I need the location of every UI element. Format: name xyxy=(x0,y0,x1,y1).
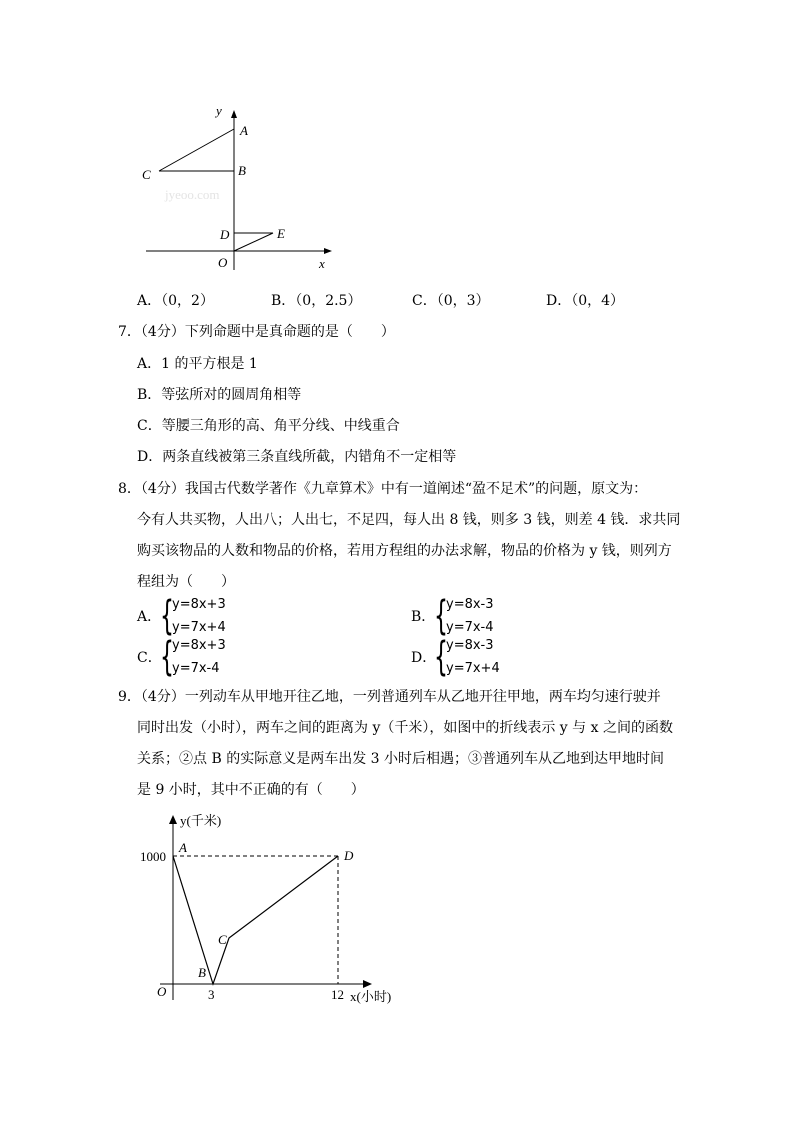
y-axis-arrow xyxy=(231,110,237,118)
brace-icon: { xyxy=(434,634,448,680)
graph-x-tick-12: 12 xyxy=(331,987,344,1002)
q8-line-4: 程组为（ ） xyxy=(137,574,235,590)
q8-option-c-eq1: y=8x+3 xyxy=(172,638,226,653)
point-label-C: C xyxy=(142,167,151,182)
graph-y-label: y(千米) xyxy=(180,813,222,828)
q8-option-d-letter: D． xyxy=(411,650,437,666)
q8-option-b-eq2: y=7x-4 xyxy=(446,620,494,635)
q9-line-4: 是 9 小时，其中不正确的有（ ） xyxy=(137,782,365,798)
graph-point-B: B xyxy=(198,965,206,980)
segment-OE xyxy=(234,233,273,251)
q8-option-b-letter: B． xyxy=(411,609,436,625)
graph-point-D: D xyxy=(344,848,354,863)
q6-option-d xyxy=(546,290,624,310)
graph-y-tick-1000: 1000 xyxy=(140,849,166,864)
q6-option-c-text: （0，3） xyxy=(436,293,490,309)
x-axis-arrow xyxy=(324,248,332,254)
q8-option-d-eq2: y=7x+4 xyxy=(446,661,500,676)
segment-CA xyxy=(159,129,234,171)
q6-option-b-text: （0，2.5） xyxy=(295,293,362,309)
q9-line-1: 9．（4分）一列动车从甲地开往乙地，一列普通列车从乙地开往甲地，两车均匀速行驶并 xyxy=(118,689,661,705)
origin-label: O xyxy=(218,255,228,270)
q6-option-d-letter: D． xyxy=(546,293,572,309)
q6-option-c xyxy=(412,290,490,310)
q8-line-2: 今有人共买物，人出八；人出七，不足四，每人出 8 钱，则多 3 钱，则差 4 钱．求共同 xyxy=(137,512,681,528)
brace-icon: { xyxy=(434,593,448,639)
q7-option-a: A．1 的平方根是 1 xyxy=(137,356,258,372)
point-label-E: E xyxy=(277,226,285,241)
figure-1-diagram xyxy=(0,0,794,300)
q6-option-a-letter: A． xyxy=(137,293,162,309)
graph-point-A: A xyxy=(179,840,187,855)
q8-option-b-eq1: y=8x-3 xyxy=(446,597,494,612)
q8-line-1: 8．（4分）我国古代数学著作《九章算术》中有一道阐述“盈不足术”的问题，原文为： xyxy=(118,481,648,497)
q6-option-b-letter: B． xyxy=(271,293,296,309)
q8-option-d-eq1: y=8x-3 xyxy=(446,638,494,653)
q9-line-2: 同时出发（小时），两车之间的距离为 y（千米），如图中的折线表示 y 与 x 之间的函数 xyxy=(137,720,673,736)
q7-stem: 7．（4分）下列命题中是真命题的是（ ） xyxy=(118,324,395,340)
q6-option-c-letter: C． xyxy=(412,293,437,309)
q7-option-b: B．等弦所对的圆周角相等 xyxy=(137,387,302,403)
brace-icon: { xyxy=(160,593,174,639)
point-label-B: B xyxy=(238,163,246,178)
x-axis-label: x xyxy=(319,256,325,271)
q8-option-a-eq2: y=7x+4 xyxy=(172,620,226,635)
q7-option-c: C．等腰三角形的高、角平分线、中线重合 xyxy=(137,418,400,434)
graph-x-tick-3: 3 xyxy=(208,987,215,1002)
point-label-D: D xyxy=(220,227,230,242)
graph-polyline-ABCD xyxy=(173,856,338,984)
point-label-A: A xyxy=(240,123,248,138)
q6-option-a xyxy=(137,290,214,310)
q8-option-d-system xyxy=(434,634,524,681)
graph-x-label: x(小时) xyxy=(350,989,392,1004)
q6-option-d-text: （0，4） xyxy=(571,293,625,309)
q6-option-a-text: （0，2） xyxy=(161,293,214,309)
q6-option-b xyxy=(271,290,361,310)
graph-origin: O xyxy=(157,984,167,999)
q8-option-a-letter: A． xyxy=(137,609,162,625)
brace-icon: { xyxy=(160,634,174,680)
q7-option-d: D．两条直线被第三条直线所截，内错角不一定相等 xyxy=(137,449,457,465)
q8-option-c-system xyxy=(160,634,250,681)
watermark: jyeoo.com xyxy=(165,187,220,202)
q8-line-3: 购买该物品的人数和物品的价格，若用方程组的办法求解，物品的价格为 y 钱，则列方 xyxy=(137,543,672,559)
graph-y-axis-arrow xyxy=(169,815,177,824)
q8-option-a-eq1: y=8x+3 xyxy=(172,597,226,612)
graph-point-C: C xyxy=(218,932,227,947)
graph-x-axis-arrow xyxy=(363,980,372,988)
q9-line-3: 关系；②点 B 的实际意义是两车出发 3 小时后相遇；③普通列车从乙地到达甲地时间 xyxy=(137,751,664,767)
q8-option-c-eq2: y=7x-4 xyxy=(172,661,220,676)
y-axis-label: y xyxy=(216,103,222,118)
q8-option-c-letter: C． xyxy=(137,650,162,666)
